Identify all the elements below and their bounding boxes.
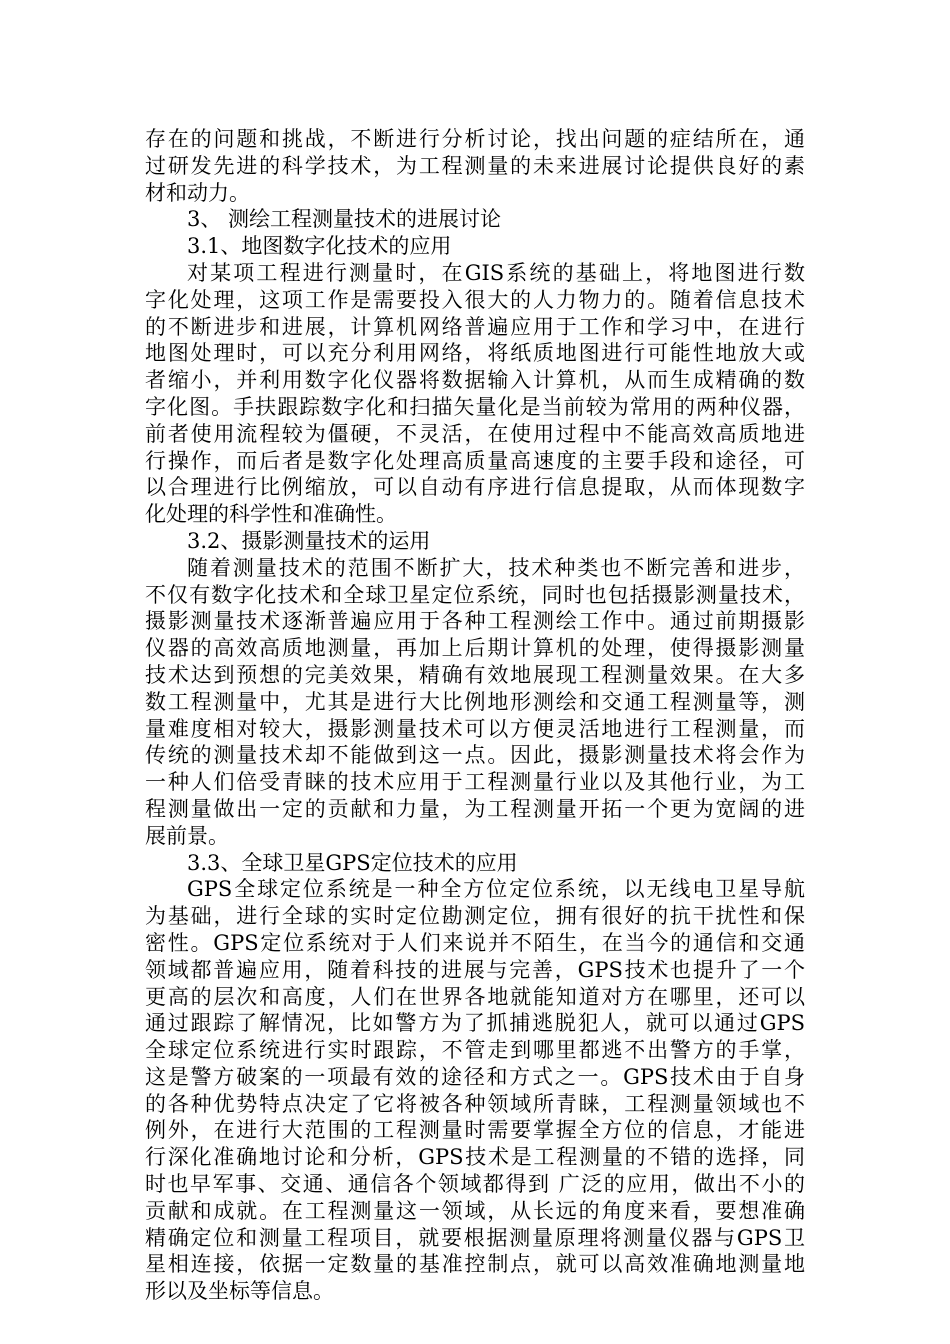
subsection-heading: 3.3、全球卫星GPS定位技术的应用 bbox=[187, 850, 518, 875]
subsection-heading: 3.2、摄影测量技术的运用 bbox=[187, 528, 431, 553]
text-line: 星相连接，依据一定数量的基准控制点，就可以高效准确地测量地 bbox=[145, 1252, 805, 1277]
text-line: 存在的问题和挑战，不断进行分析讨论，找出问题的症结所在，通 bbox=[145, 127, 805, 151]
text-line: 对某项工程进行测量时，在GIS系统的基础上，将地图进行数 bbox=[187, 260, 805, 285]
text-line: 数工程测量中，尤其是进行大比例地形测绘和交通工程测量等，测 bbox=[145, 689, 805, 714]
section-heading: 3、 测绘工程测量技术的进展讨论 bbox=[187, 207, 502, 232]
text-line: 过研发先进的科学技术，为工程测量的未来进展讨论提供良好的素 bbox=[145, 153, 805, 178]
text-line: 行操作，而后者是数字化处理高质量高速度的主要手段和途径，可 bbox=[145, 448, 805, 473]
text-line: 例外，在进行大范围的工程测量时需要掌握全方位的信息，才能进 bbox=[145, 1118, 805, 1143]
text-line: 行深化准确地讨论和分析，GPS技术是工程测量的不错的选择，同 bbox=[145, 1145, 805, 1170]
text-line: 程测量做出一定的贡献和力量，为工程测量开拓一个更为宽阔的进 bbox=[145, 796, 805, 821]
text-line: 以合理进行比例缩放，可以自动有序进行信息提取，从而体现数字 bbox=[145, 475, 805, 500]
text-line: 者缩小，并利用数字化仪器将数据输入计算机，从而生成精确的数 bbox=[145, 368, 805, 393]
text-line: 领域都普遍应用，随着科技的进展与完善，GPS技术也提升了一个 bbox=[145, 957, 805, 982]
text-line: 仪器的高效高质地测量，再加上后期计算机的处理，使得摄影测量 bbox=[145, 636, 805, 661]
text-line: GPS全球定位系统是一种全方位定位系统，以无线电卫星导航 bbox=[187, 877, 805, 902]
text-line: 前者使用流程较为僵硬，不灵活，在使用过程中不能高效高质地进 bbox=[145, 421, 805, 446]
subsection-heading: 3.1、地图数字化技术的应用 bbox=[187, 234, 452, 259]
text-line: 字化处理，这项工作是需要投入很大的人力物力的。随着信息技术 bbox=[145, 287, 805, 312]
text-line: 通过跟踪了解情况，比如警方为了抓捕逃脱犯人，就可以通过GPS bbox=[145, 1011, 805, 1036]
text-line: 技术达到预想的完美效果，精确有效地展现工程测量效果。在大多 bbox=[145, 662, 805, 687]
document-body bbox=[145, 126, 805, 1305]
text-line: 这是警方破案的一项最有效的途径和方式之一。GPS技术由于自身 bbox=[145, 1064, 805, 1089]
text-line: 的各种优势特点决定了它将被各种领域所青睐，工程测量领域也不 bbox=[145, 1091, 805, 1116]
text-line: 不仅有数字化技术和全球卫星定位系统，同时也包括摄影测量技术， bbox=[145, 582, 805, 607]
text-line: 时也早军事、交通、通信各个领域都得到 广泛的应用，做出不小的 bbox=[145, 1172, 805, 1197]
text-line: 字化图。手扶跟踪数字化和扫描矢量化是当前较为常用的两种仪器， bbox=[145, 394, 805, 419]
text-line: 密性。GPS定位系统对于人们来说并不陌生，在当今的通信和交通 bbox=[145, 930, 805, 955]
text-line: 一种人们倍受青睐的技术应用于工程测量行业以及其他行业，为工 bbox=[145, 770, 805, 795]
text-line: 贡献和成就。在工程测量这一领域，从长远的角度来看，要想准确 bbox=[145, 1198, 805, 1223]
text-line: 精确定位和测量工程项目，就要根据测量原理将测量仪器与GPS卫 bbox=[145, 1225, 805, 1250]
text-line: 的不断进步和进展，计算机网络普遍应用于工作和学习中，在进行 bbox=[145, 314, 805, 339]
text-line: 地图处理时，可以充分利用网络，将纸质地图进行可能性地放大或 bbox=[145, 341, 805, 366]
text-line: 形以及坐标等信息。 bbox=[145, 1279, 334, 1304]
text-line: 量难度相对较大，摄影测量技术可以方便灵活地进行工程测量，而 bbox=[145, 716, 805, 741]
text-line: 随着测量技术的范围不断扩大，技术种类也不断完善和进步， bbox=[187, 555, 805, 580]
text-line: 全球定位系统进行实时跟踪，不管走到哪里都逃不出警方的手掌， bbox=[145, 1038, 805, 1063]
text-line: 材和动力。 bbox=[145, 180, 250, 205]
text-line: 化处理的科学性和准确性。 bbox=[145, 502, 397, 527]
text-line: 展前景。 bbox=[145, 823, 229, 848]
text-line: 为基础，进行全球的实时定位勘测定位，拥有很好的抗干扰性和保 bbox=[145, 904, 805, 929]
text-line: 摄影测量技术逐渐普遍应用于各种工程测绘工作中。通过前期摄影 bbox=[145, 609, 805, 634]
text-line: 更高的层次和高度，人们在世界各地就能知道对方在哪里，还可以 bbox=[145, 984, 805, 1009]
text-line: 传统的测量技术却不能做到这一点。因此，摄影测量技术将会作为 bbox=[145, 743, 805, 768]
